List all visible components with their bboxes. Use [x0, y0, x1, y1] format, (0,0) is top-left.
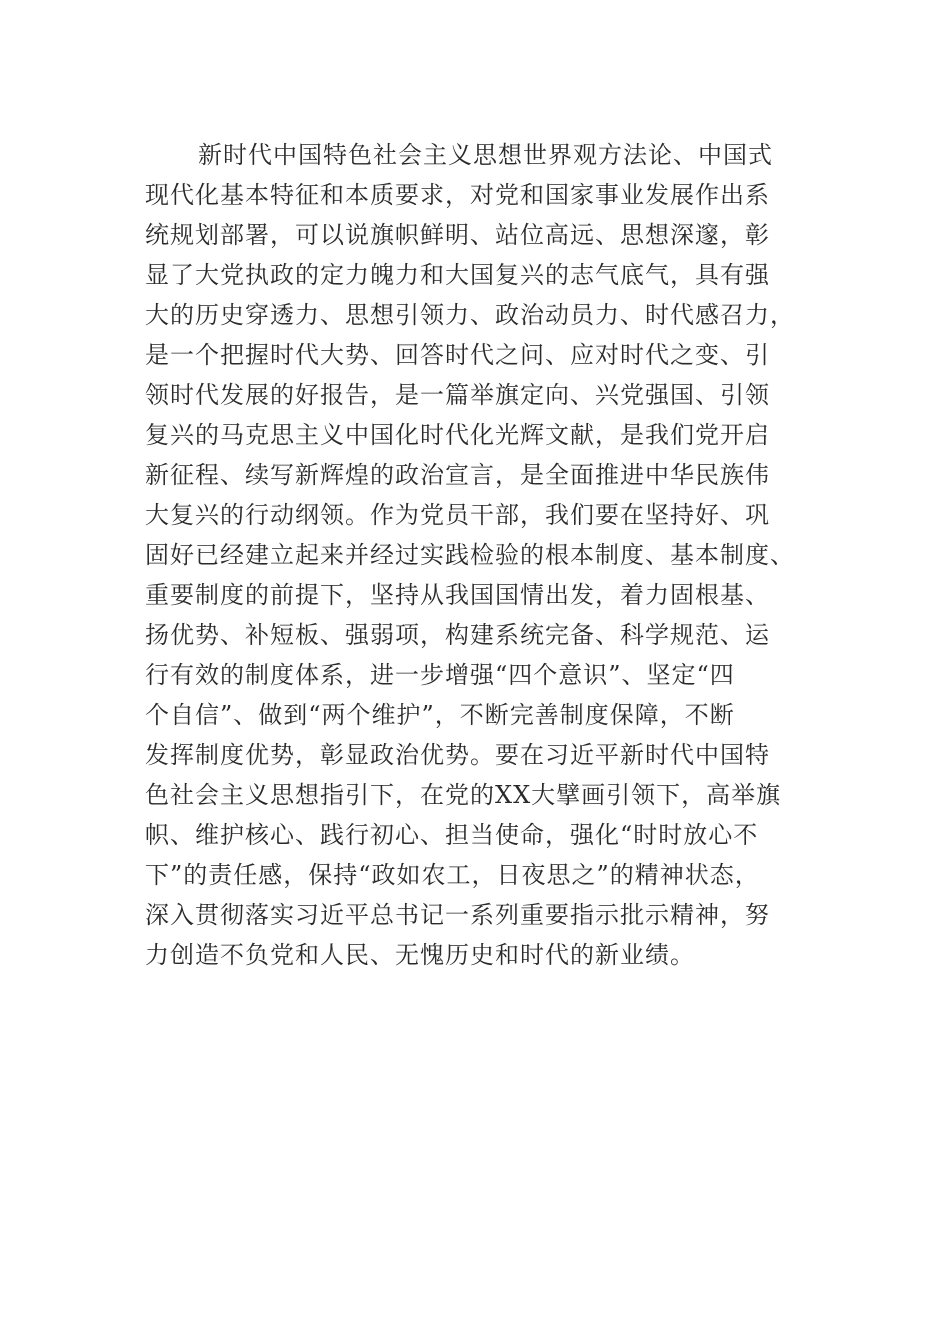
paragraph-line: 深入贯彻落实习近平总书记一系列重要指示批示精神，努 [145, 901, 770, 929]
paragraph-line: 扬优势、补短板、强弱项，构建系统完备、科学规范、运 [145, 621, 770, 649]
paragraph-line: 大复兴的行动纲领。作为党员干部，我们要在坚持好、巩 [145, 501, 770, 529]
paragraph-line: 个自信”、做到“两个维护”，不断完善制度保障，不断 [145, 701, 735, 729]
paragraph-line: 发挥制度优势，彰显政治优势。要在习近平新时代中国特 [145, 741, 770, 769]
body-paragraph [145, 135, 805, 975]
paragraph-line: 帜、维护核心、践行初心、担当使命，强化“时时放心不 [145, 821, 759, 849]
paragraph-line: 统规划部署，可以说旗帜鲜明、站位高远、思想深邃，彰 [145, 221, 770, 249]
paragraph-line: 新征程、续写新辉煌的政治宣言，是全面推进中华民族伟 [145, 461, 770, 489]
paragraph-line: 下”的责任感，保持“政如农工，日夜思之”的精神状态， [145, 861, 760, 889]
paragraph-line: 新时代中国特色社会主义思想世界观方法论、中国式 [198, 141, 773, 169]
paragraph-line: 固好已经建立起来并经过实践检验的根本制度、基本制度、 [145, 541, 795, 569]
paragraph-line: 是一个把握时代大势、回答时代之问、应对时代之变、引 [145, 341, 770, 369]
paragraph-line: 大的历史穿透力、思想引领力、政治动员力、时代感召力， [145, 301, 795, 329]
paragraph-line: 力创造不负党和人民、无愧历史和时代的新业绩。 [145, 941, 695, 969]
paragraph-line: 现代化基本特征和本质要求，对党和国家事业发展作出系 [145, 181, 770, 209]
paragraph-line: 色社会主义思想指引下，在党的XX大擘画引领下，高举旗 [145, 781, 782, 809]
paragraph-line: 重要制度的前提下，坚持从我国国情出发，着力固根基、 [145, 581, 770, 609]
paragraph-line: 复兴的马克思主义中国化时代化光辉文献，是我们党开启 [145, 421, 770, 449]
paragraph-line: 行有效的制度体系，进一步增强“四个意识”、坚定“四 [145, 661, 735, 689]
paragraph-line: 显了大党执政的定力魄力和大国复兴的志气底气，具有强 [145, 261, 770, 289]
paragraph-line: 领时代发展的好报告，是一篇举旗定向、兴党强国、引领 [145, 381, 770, 409]
